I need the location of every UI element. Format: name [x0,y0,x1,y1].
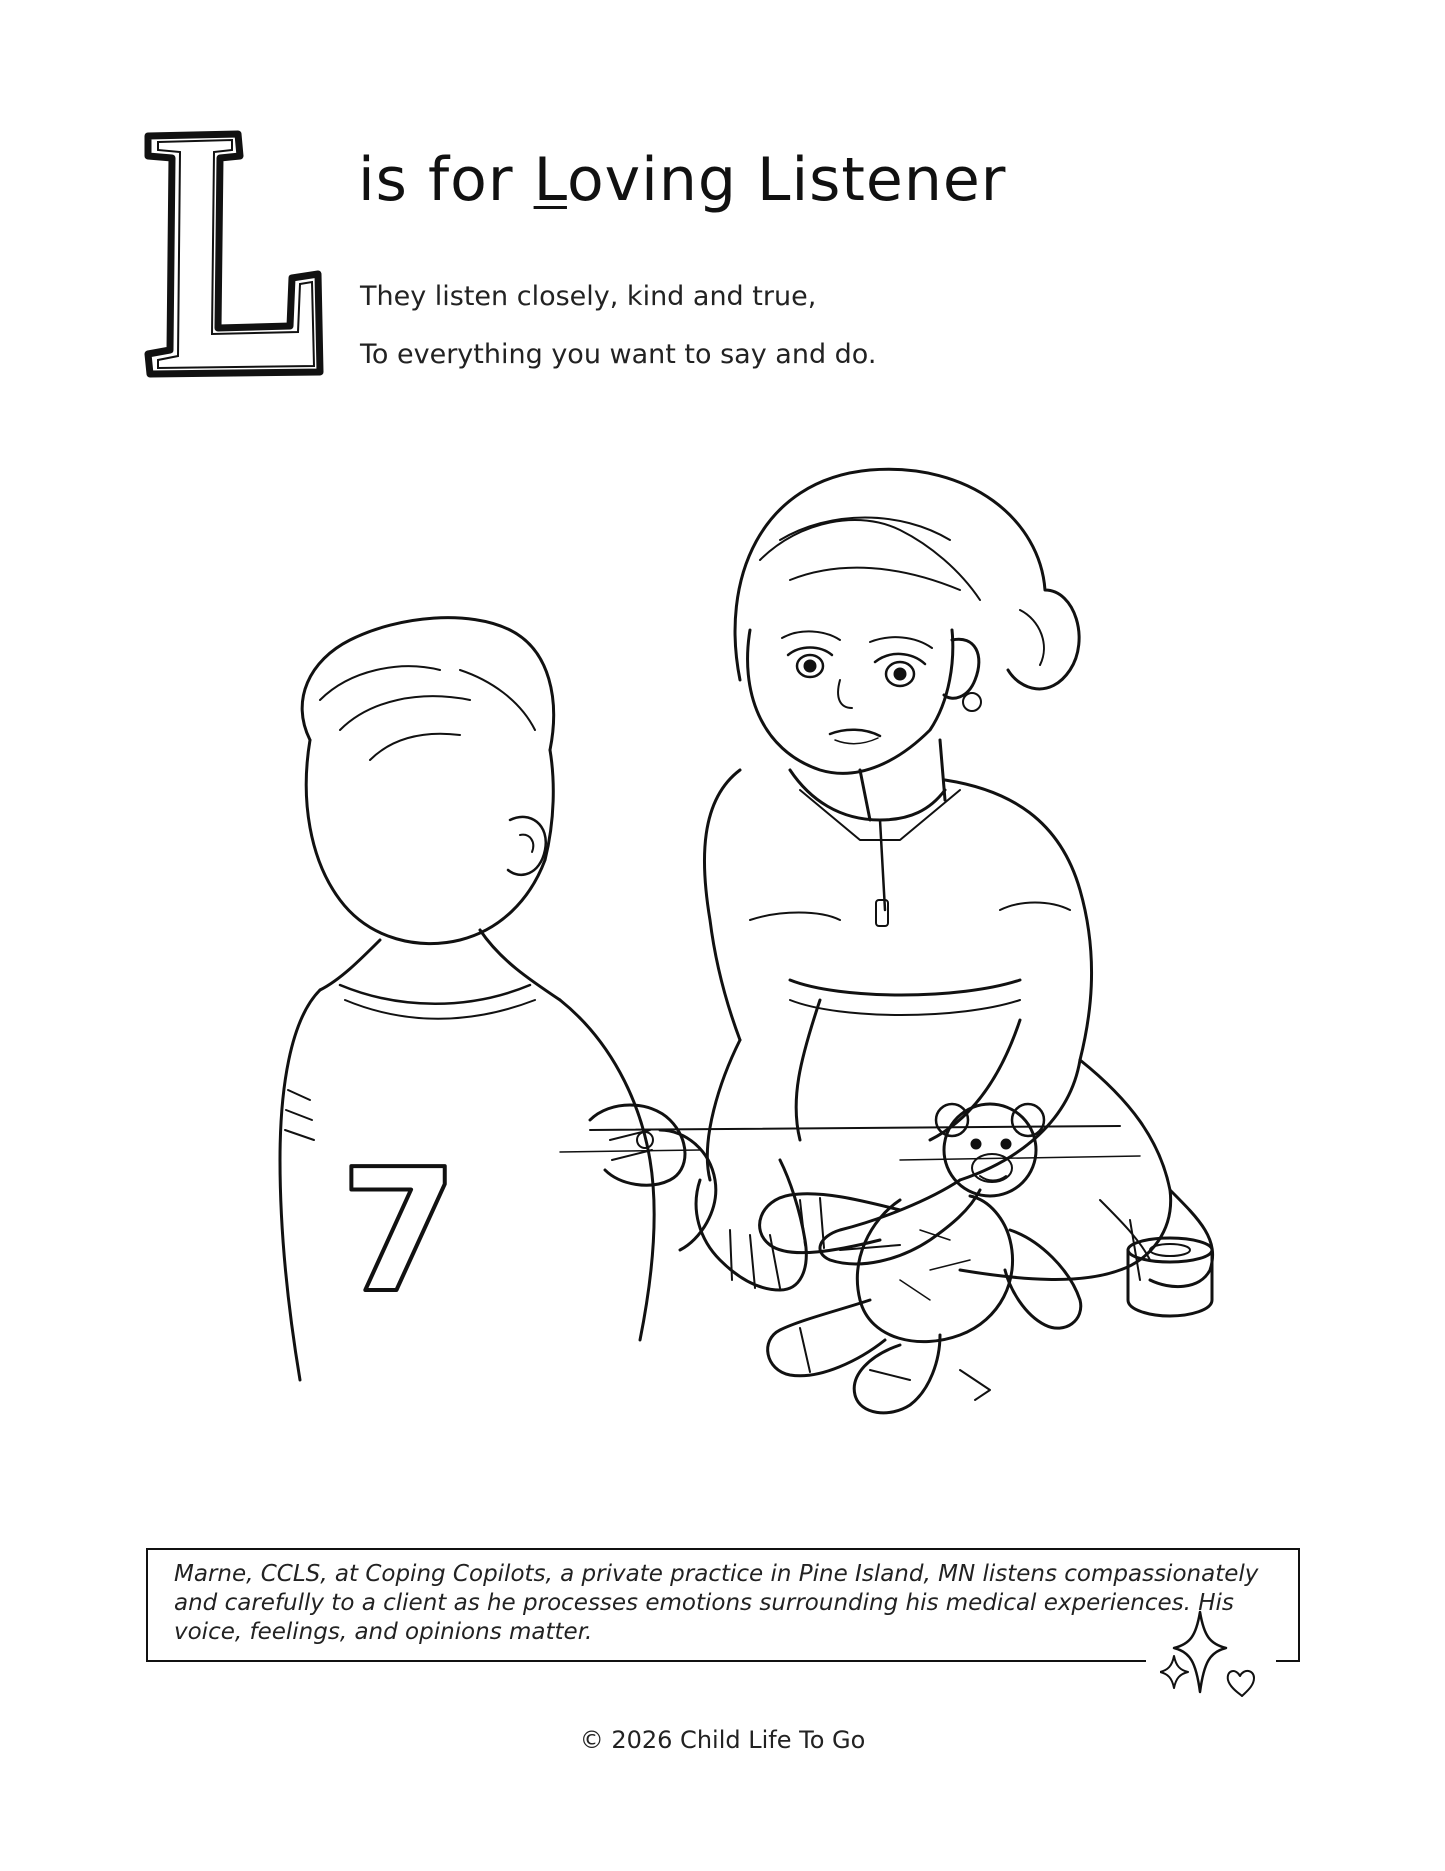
sparkle-heart-icon [1160,1606,1270,1702]
title-first-letter: L [533,145,567,215]
jersey-number: 7 [340,1133,459,1331]
caption-box-bottom-rule [146,1660,1146,1662]
title-prefix: is for [358,145,534,215]
title-rest: oving Listener [566,145,1007,215]
page-title [358,145,1007,215]
poem [360,268,876,384]
coloring-illustration [140,440,1310,1430]
caption-box-bottom-rule-end [1276,1660,1300,1662]
listener-scene-drawing [140,440,1310,1430]
copyright-footer: © 2026 Child Life To Go [579,1726,866,1754]
decorative-letter-l [140,128,330,378]
letter-l-outline-icon [140,128,330,378]
poem-line-2: To everything you want to say and do. [360,339,877,370]
caption-text: Marne, CCLS, at Coping Copilots, a private practice in Pine Island, MN listens compassionately and carefully to a client as he processes emotions surrounding his medical experiences. His voice, feelings, and opinions matter. [174,1561,1259,1645]
poem-line-1: They listen closely, kind and true, [360,281,817,312]
